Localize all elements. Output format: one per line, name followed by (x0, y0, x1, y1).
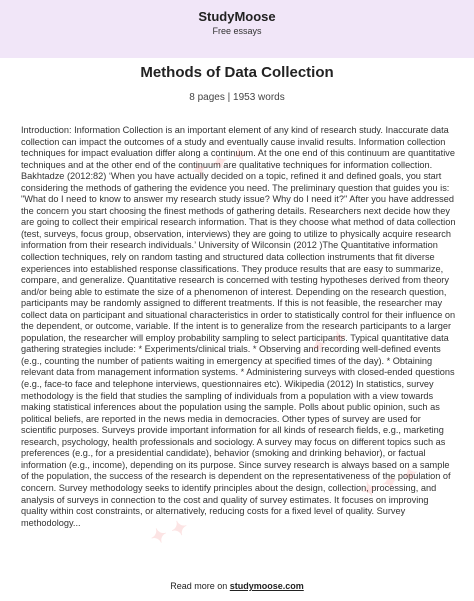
essay-body: Introduction: Information Collection is an important element of any kind of research study. Inaccurate data collection can impact the outcomes of a study and eventually cause invalid results. Information collection techniques for impact evaluation differ along a continuum. At the one end of this continuum are quantitative techniques and at the other end of the continuum are qualitative techniques for information collection. Bakhtadze (2012:82) ‘When you have actually decided on a topic, refined it and defined goals, you start considering the methods of gathering the evidence you need. The preliminary question that guides you is: "What do I need to know to answer my research study issue? Why do I need it?" After you have addressed the concern you start choosing the finest methods of gathering details. Researchers next decide how they are going to collect their empirical research information. That is they choose what method of data collection (test, surveys, focus group, observation, interviews) they are going to utilize to physically acquire research information from their research individuals.’ University of Wilconsin (2012 )The Quantitative information collection techniques, rely on random tasting and structured data collection instruments that fit diverse experiences into established response classifications. They produce results that are easy to summarize, compare, and generalize. Quantitative research is concerned with testing hypotheses derived from theory and/or being able to estimate the size of a phenomenon of interest. Depending on the research question, participants may be randomly assigned to different treatments. If this is not feasible, the researcher may collect data on participant and situational characteristics in order to statistically control for their influence on the dependent, or outcome, variable. If the intent is to generalize from the research participants to a larger population, the researcher will employ probability sampling to select participants. Typical quantitative data gathering strategies include: * Experiments/clinical trials. * Observing and recording well-defined events (e.g., counting the number of patients waiting in emergency at specified times of the day). * Obtaining relevant data from management information systems. * Administering surveys with closed-ended questions (e.g., face-to face and telephone interviews, questionnaires etc). Wikipedia (2012) In statistics, survey methodology is the field that studies the sampling of individuals from a population with a view towards making statistical inferences about the population using the sample. Polls about public opinion, such as political beliefs, are reported in the news media in democracies. Other types of survey are used for scientific purposes. Surveys provide important information for all kinds of research fields, e.g., marketing research, psychology, health professionals and sociology. A survey may focus on different topics such as preferences (e.g., for a presidential candidate), behavior (smoking and drinking behavior), or factual information (e.g., income), depending on its purpose. Since survey research is always based on a sample of the population, the success of the research is dependent on the representativeness of the population of concern. Survey methodology seeks to identify principles about the design, collection, processing, and analysis of surveys in connection to the cost and quality of survey estimates. It focuses on improving quality within cost constraints, or alternatively, reducing costs for a fixed level of quality. Survey methodology... (21, 125, 456, 528)
watermark-decoration: ✦ ✦ ✦ (188, 142, 253, 184)
watermark-decoration: ✦ ✦ (147, 516, 192, 550)
brand-tagline: Free essays (212, 26, 262, 36)
read-more-link[interactable]: studymoose.com (229, 581, 304, 591)
watermark-decoration: ✦ ✦ (307, 326, 352, 360)
read-more-prefix: Read more on (170, 581, 230, 591)
brand-logo[interactable]: StudyMoose (198, 9, 276, 24)
watermark-decoration: ✦ ✦ ✦ (358, 462, 423, 504)
read-more-footer (0, 581, 474, 591)
essay-title: Methods of Data Collection (140, 64, 334, 81)
site-header (0, 0, 474, 58)
essay-meta: 8 pages | 1953 words (189, 92, 285, 103)
